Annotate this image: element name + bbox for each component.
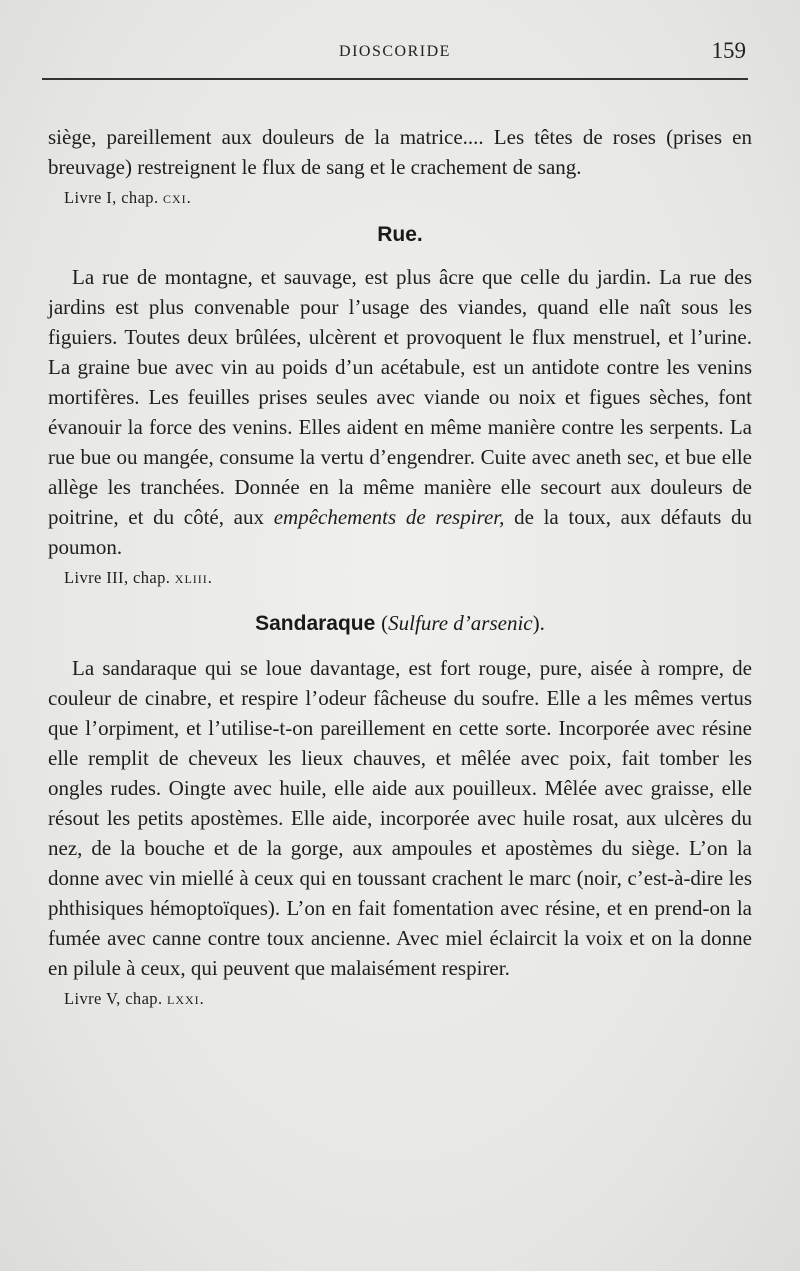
heading-italic: Sulfure d’arsenic (388, 611, 533, 635)
reference-chapter: cxi. (163, 188, 192, 207)
reference-prefix: Livre I, chap. (64, 188, 159, 207)
heading-paren-close: ). (532, 611, 545, 635)
running-head (42, 38, 748, 68)
source-reference (64, 186, 752, 210)
source-reference (64, 566, 752, 590)
header-rule (42, 78, 748, 80)
heading-paren-open: ( (381, 611, 389, 635)
section-heading-sandaraque (48, 608, 752, 639)
reference-chapter: xliii. (174, 568, 213, 587)
reference-chapter: lxxi. (167, 989, 205, 1008)
rue-text-part2: de la toux, aux défauts du poumon. (48, 505, 753, 559)
page-body (48, 122, 752, 1011)
reference-prefix: Livre III, chap. (64, 568, 171, 587)
rue-text-part1: La rue de montagne, et sauvage, est plus âcre que celle du jardin. La rue des jardins est plus convenable pour l’usage des viandes, quand elle naît sous les figuiers. Toutes deux brûlées, ulcèrent et provoquent le flux menstruel, et l’urine. La graine bue avec vin au poids d’un acétabule, est un antidote contre les venins mortifères. Les feuilles prises seules avec viande ou noix et figues sèches, font évanouir la force des venins. Elles aident en même manière contre les serpents. La rue bue ou mangée, consume la vertu d’engendrer. Cuite avec aneth sec, et bue elle allège les tranchées. Donnée en la même manière elle secourt aux douleurs de poitrine, et du côté, aux (48, 265, 752, 529)
continuation-paragraph: siège, pareillement aux douleurs de la matrice.... Les têtes de roses (prises en breuvage) restreignent le flux de sang et le crachement de sang. (48, 125, 752, 179)
reference-prefix: Livre V, chap. (64, 989, 163, 1008)
heading-main: Sandaraque (255, 612, 376, 635)
rue-italic-phrase: empêchements de respirer, (273, 505, 505, 529)
source-reference (64, 987, 752, 1011)
rue-paragraph (48, 262, 752, 562)
running-title: DIOSCORIDE (339, 43, 451, 60)
sandaraque-paragraph: La sandaraque qui se loue davantage, est fort rouge, pure, aisée à rompre, de couleur de cinabre, et respire l’odeur fâcheuse du soufre. Elle a les mêmes vertus que l’orpiment, et l’utilise-t-on pareillement en cette sorte. Incorporée avec résine elle remplit de cheveux les lieux chauves, et mêlée avec poix, fait tomber les ongles rudes. Oingte avec huile, elle aide aux pouilleux. Mêlée avec graisse, elle résout les petits apostèmes. Elle aide, incorporée avec huile rosat, aux ulcères du nez, de la bouche et de la gorge, aux ampoules et apostèmes du siège. L’on la donne avec vin miellé à ceux qui en toussant crachent le marc (noir, c’est-à-dire les phthisiques hémoptoïques). L’on en fait fomentation avec résine, et en prend-on la fumée avec canne contre toux ancienne. Avec miel éclaircit la voix et on la donne en pilule à ceux, qui peuvent que malaisément respirer. (48, 656, 752, 980)
page-number: 159 (711, 38, 746, 63)
section-heading-rue: Rue. (377, 223, 423, 246)
